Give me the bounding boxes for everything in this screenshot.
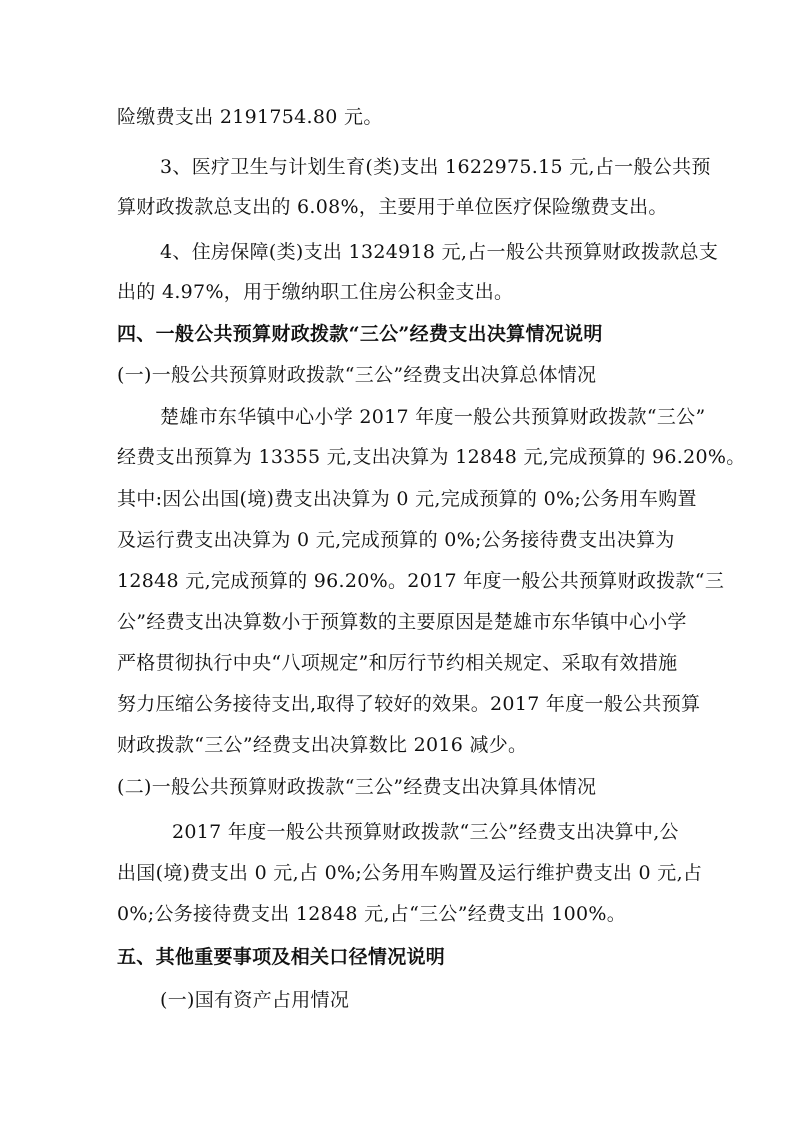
text-line: 算财政拨款总支出的 6.08%，主要用于单位医疗保险缴费支出。 <box>117 196 668 218</box>
text-line: 出国(境)费支出 0 元,占 0%;公务用车购置及运行维护费支出 0 元,占 <box>117 862 703 884</box>
subsection-heading: (一)一般公共预算财政拨款“三公”经费支出决算总体情况 <box>117 364 597 386</box>
text-line: 及运行费支出决算为 0 元,完成预算的 0%;公务接待费支出决算为 <box>117 529 675 551</box>
text-line: 险缴费支出 2191754.80 元。 <box>117 106 383 128</box>
text-line: 0%;公务接待费支出 12848 元,占“三公”经费支出 100%。 <box>117 903 627 925</box>
text-line: 严格贯彻执行中央“八项规定”和厉行节约相关规定、采取有效措施 <box>117 652 678 674</box>
text-line: 公”经费支出决算数小于预算数的主要原因是楚雄市东华镇中心小学 <box>117 611 687 633</box>
text-line: 财政拨款“三公”经费支出决算数比 2016 减少。 <box>117 734 528 756</box>
text-line: 经费支出预算为 13355 元,支出决算为 12848 元,完成预算的 96.20%。 <box>117 446 746 468</box>
text-line: 4、住房保障(类)支出 1324918 元,占一般公共预算财政拨款总支 <box>160 241 719 263</box>
text-line: 楚雄市东华镇中心小学 2017 年度一般公共预算财政拨款“三公” <box>160 406 706 428</box>
text-line: 出的 4.97%，用于缴纳职工住房公积金支出。 <box>117 281 514 303</box>
text-line: 12848 元,完成预算的 96.20%。2017 年度一般公共预算财政拨款“三 <box>117 570 725 592</box>
section-heading: 四、一般公共预算财政拨款“三公”经费支出决算情况说明 <box>117 323 603 345</box>
text-line: 努力压缩公务接待支出,取得了较好的效果。2017 年度一般公共预算 <box>117 693 701 715</box>
subsection-heading: (一)国有资产占用情况 <box>160 989 350 1011</box>
text-line: 3、医疗卫生与计划生育(类)支出 1622975.15 元,占一般公共预 <box>160 156 711 178</box>
section-heading: 五、其他重要事项及相关口径情况说明 <box>117 946 446 968</box>
text-line: 2017 年度一般公共预算财政拨款“三公”经费支出决算中,公 <box>172 821 679 843</box>
subsection-heading: (二)一般公共预算财政拨款“三公”经费支出决算具体情况 <box>117 776 597 798</box>
text-line: 其中:因公出国(境)费支出决算为 0 元,完成预算的 0%;公务用车购置 <box>117 488 697 510</box>
